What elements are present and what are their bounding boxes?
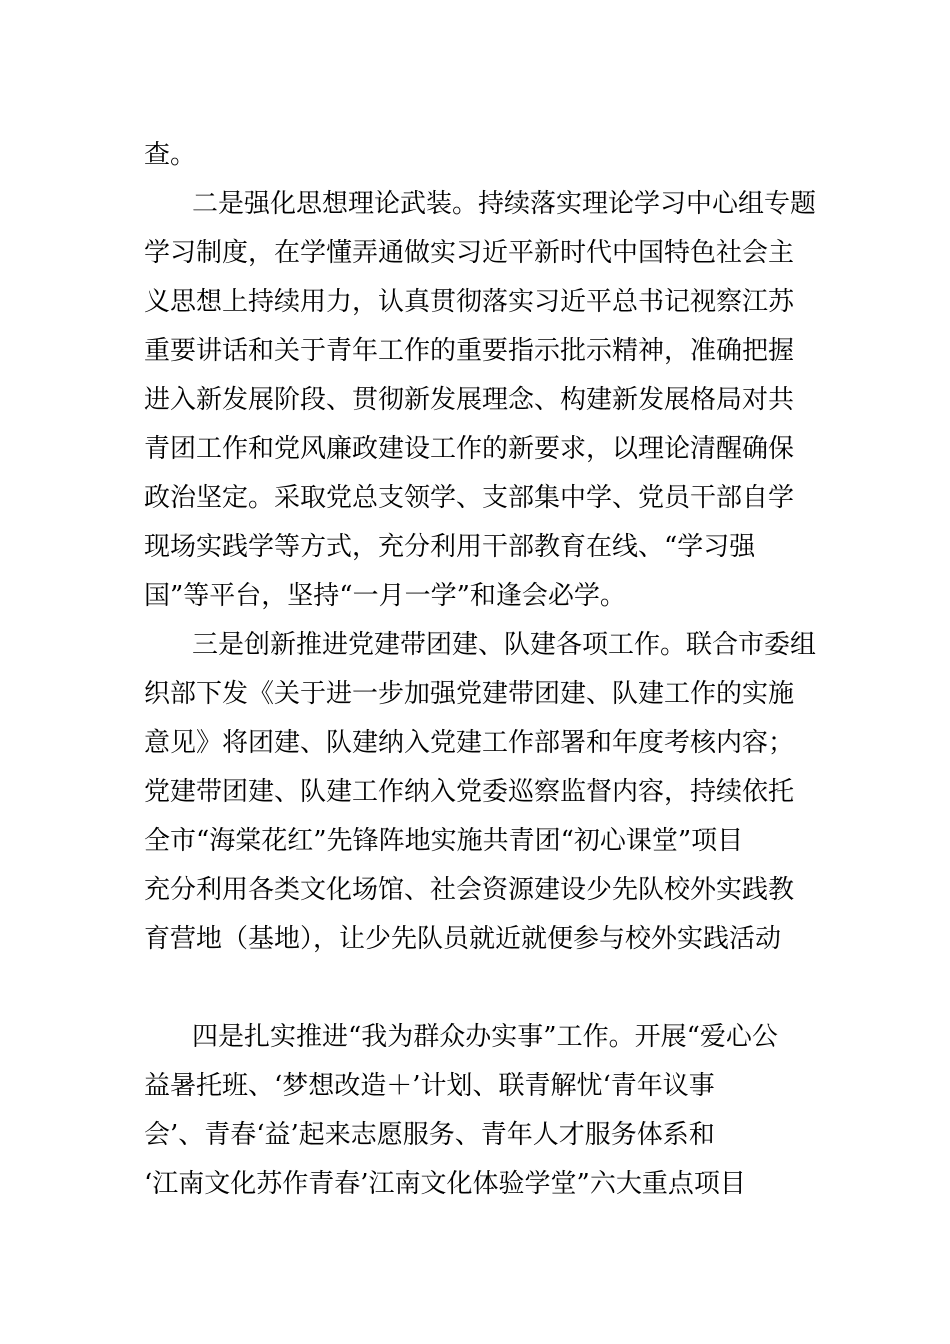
text-line: 织部下发《关于进一步加强党建带团建、队建工作的实施 (144, 679, 795, 709)
text-line: 国”等平台，坚持“一月一学”和逢会必学。 (144, 581, 626, 611)
text-line: 青团工作和党风廉政建设工作的新要求，以理论清醒确保 (144, 434, 795, 464)
text-line: ‘江南文化苏作青春’江南文化体验学堂”六大重点项目 (144, 1169, 746, 1199)
text-line: 义思想上持续用力，认真贯彻落实习近平总书记视察江苏 (144, 287, 795, 317)
document-body (144, 131, 844, 1209)
text-line: 进入新发展阶段、贯彻新发展理念、构建新发展格局对共 (144, 385, 795, 415)
text-line: 会’、青春‘益’起来志愿服务、青年人才服务体系和 (144, 1120, 715, 1150)
text-line: 全市“海棠花红”先锋阵地实施共青团“初心课堂”项目 (144, 826, 744, 856)
paragraph-start-line: 四是扎实推进“我为群众办实事”工作。开展“爱心公 (192, 1022, 778, 1052)
text-line: 充分利用各类文化场馆、社会资源建设少先队校外实践教 (144, 875, 795, 905)
text-line: 益暑托班、‘梦想改造＋’计划、联青解忧‘青年议事 (144, 1071, 715, 1101)
text-line: 意见》将团建、队建纳入党建工作部署和年度考核内容； (144, 728, 795, 758)
text-line: 党建带团建、队建工作纳入党委巡察监督内容，持续依托 (144, 777, 795, 807)
text-line: 重要讲话和关于青年工作的重要指示批示精神，准确把握 (144, 336, 795, 366)
text-line: 查。 (144, 140, 197, 170)
text-line: 学习制度，在学懂弄通做实习近平新时代中国特色社会主 (144, 238, 795, 268)
text-line: 育营地（基地），让少先队员就近就便参与校外实践活动 (144, 924, 782, 954)
paragraph-start-line: 三是创新推进党建带团建、队建各项工作。联合市委组 (192, 630, 817, 660)
paragraph-start-line: 二是强化思想理论武装。持续落实理论学习中心组专题 (192, 189, 817, 219)
paragraph-gap (144, 964, 844, 1013)
text-line: 现场实践学等方式，充分利用干部教育在线、“学习强 (144, 532, 756, 562)
text-line: 政治坚定。采取党总支领学、支部集中学、党员干部自学 (144, 483, 795, 513)
